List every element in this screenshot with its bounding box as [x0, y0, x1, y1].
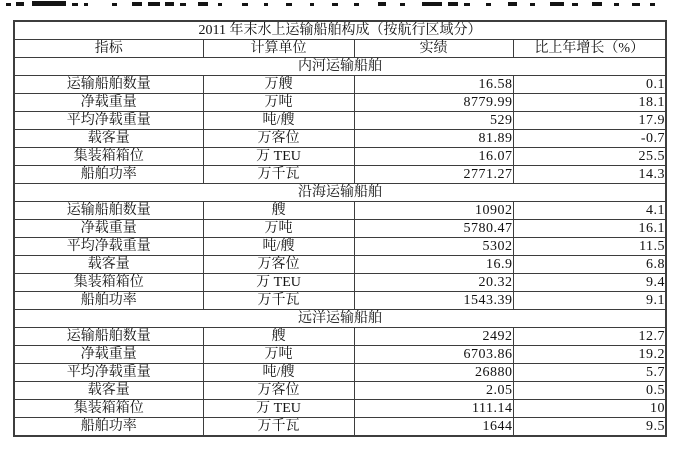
- value-cell: 1543.39: [354, 292, 513, 310]
- table-row: [14, 328, 666, 346]
- value-cell: 529: [354, 112, 513, 130]
- indicator-cell: 集装箱箱位: [14, 274, 203, 292]
- section-header-row: [14, 310, 666, 328]
- indicator-cell: 集装箱箱位: [14, 400, 203, 418]
- indicator-cell: 船舶功率: [14, 292, 203, 310]
- indicator-cell: 集装箱箱位: [14, 148, 203, 166]
- value-cell: 16.07: [354, 148, 513, 166]
- section-header: 沿海运输船舶: [14, 184, 666, 202]
- table-row: [14, 256, 666, 274]
- indicator-cell: 净载重量: [14, 346, 203, 364]
- unit-cell: 吨/艘: [203, 238, 354, 256]
- value-cell: 5780.47: [354, 220, 513, 238]
- table-row: [14, 382, 666, 400]
- growth-cell: 6.8: [513, 256, 666, 274]
- growth-cell: 14.3: [513, 166, 666, 184]
- table-row: [14, 418, 666, 437]
- unit-cell: 万千瓦: [203, 292, 354, 310]
- growth-cell: 11.5: [513, 238, 666, 256]
- table-body: [14, 58, 666, 437]
- table-row: [14, 76, 666, 94]
- section-header: 内河运输船舶: [14, 58, 666, 76]
- value-cell: 16.58: [354, 76, 513, 94]
- table-row: [14, 238, 666, 256]
- growth-cell: 0.5: [513, 382, 666, 400]
- indicator-cell: 船舶功率: [14, 418, 203, 437]
- indicator-cell: 平均净载重量: [14, 364, 203, 382]
- column-header-growth: 比上年增长（%）: [513, 40, 666, 58]
- value-cell: 2.05: [354, 382, 513, 400]
- unit-cell: 万 TEU: [203, 274, 354, 292]
- unit-cell: 万吨: [203, 220, 354, 238]
- indicator-cell: 平均净载重量: [14, 238, 203, 256]
- value-cell: 1644: [354, 418, 513, 437]
- section-header: 远洋运输船舶: [14, 310, 666, 328]
- column-header-indicator: 指标: [14, 40, 203, 58]
- column-header-unit: 计算单位: [203, 40, 354, 58]
- table-row: [14, 148, 666, 166]
- indicator-cell: 船舶功率: [14, 166, 203, 184]
- value-cell: 81.89: [354, 130, 513, 148]
- unit-cell: 艘: [203, 328, 354, 346]
- unit-cell: 万客位: [203, 130, 354, 148]
- table-row: [14, 112, 666, 130]
- growth-cell: 12.7: [513, 328, 666, 346]
- table-row: [14, 364, 666, 382]
- value-cell: 111.14: [354, 400, 513, 418]
- value-cell: 2492: [354, 328, 513, 346]
- growth-cell: 19.2: [513, 346, 666, 364]
- table-row: [14, 292, 666, 310]
- growth-cell: 5.7: [513, 364, 666, 382]
- unit-cell: 万吨: [203, 346, 354, 364]
- growth-cell: 10: [513, 400, 666, 418]
- growth-cell: 0.1: [513, 76, 666, 94]
- indicator-cell: 载客量: [14, 256, 203, 274]
- growth-cell: 16.1: [513, 220, 666, 238]
- section-header-row: [14, 58, 666, 76]
- unit-cell: 万客位: [203, 382, 354, 400]
- growth-cell: 25.5: [513, 148, 666, 166]
- indicator-cell: 载客量: [14, 382, 203, 400]
- value-cell: 5302: [354, 238, 513, 256]
- value-cell: 8779.99: [354, 94, 513, 112]
- value-cell: 26880: [354, 364, 513, 382]
- indicator-cell: 平均净载重量: [14, 112, 203, 130]
- indicator-cell: 运输船舶数量: [14, 76, 203, 94]
- value-cell: 2771.27: [354, 166, 513, 184]
- table-row: [14, 220, 666, 238]
- table-row: [14, 94, 666, 112]
- indicator-cell: 净载重量: [14, 220, 203, 238]
- value-cell: 16.9: [354, 256, 513, 274]
- column-header-actual: 实绩: [354, 40, 513, 58]
- table-row: [14, 166, 666, 184]
- value-cell: 10902: [354, 202, 513, 220]
- section-header-row: [14, 184, 666, 202]
- table-row: [14, 346, 666, 364]
- title-row: [14, 21, 666, 40]
- table-row: [14, 400, 666, 418]
- growth-cell: -0.7: [513, 130, 666, 148]
- unit-cell: 万艘: [203, 76, 354, 94]
- table-row: [14, 274, 666, 292]
- growth-cell: 9.4: [513, 274, 666, 292]
- report-table: [13, 20, 667, 437]
- clipped-text-remnant: [2, 1, 662, 7]
- indicator-cell: 净载重量: [14, 94, 203, 112]
- table-title: 2011 年末水上运输船舶构成（按航行区域分）: [14, 21, 666, 40]
- growth-cell: 9.1: [513, 292, 666, 310]
- unit-cell: 万千瓦: [203, 418, 354, 437]
- growth-cell: 17.9: [513, 112, 666, 130]
- indicator-cell: 载客量: [14, 130, 203, 148]
- table-row: [14, 202, 666, 220]
- unit-cell: 吨/艘: [203, 112, 354, 130]
- table-row: [14, 130, 666, 148]
- indicator-cell: 运输船舶数量: [14, 328, 203, 346]
- column-header-row: [14, 40, 666, 58]
- growth-cell: 18.1: [513, 94, 666, 112]
- value-cell: 20.32: [354, 274, 513, 292]
- unit-cell: 万 TEU: [203, 148, 354, 166]
- unit-cell: 万千瓦: [203, 166, 354, 184]
- value-cell: 6703.86: [354, 346, 513, 364]
- unit-cell: 万 TEU: [203, 400, 354, 418]
- unit-cell: 艘: [203, 202, 354, 220]
- indicator-cell: 运输船舶数量: [14, 202, 203, 220]
- unit-cell: 万吨: [203, 94, 354, 112]
- growth-cell: 4.1: [513, 202, 666, 220]
- unit-cell: 吨/艘: [203, 364, 354, 382]
- growth-cell: 9.5: [513, 418, 666, 437]
- unit-cell: 万客位: [203, 256, 354, 274]
